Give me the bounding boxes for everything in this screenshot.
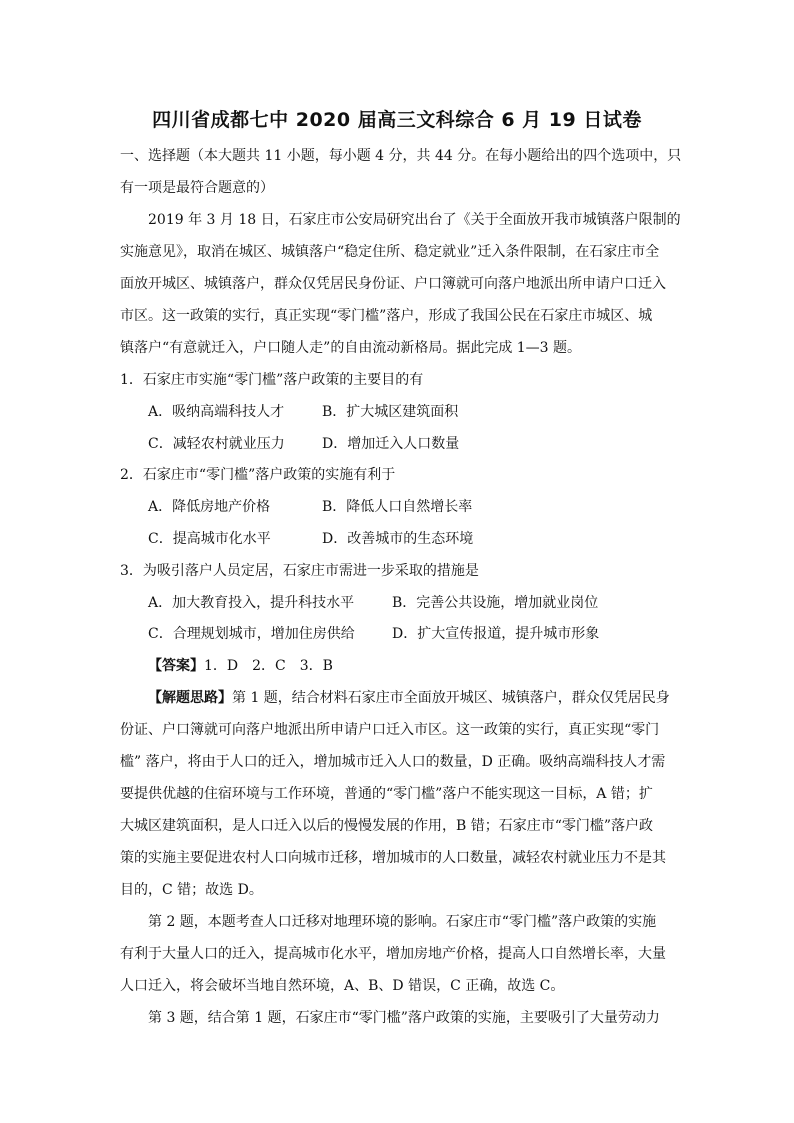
analysis-q2-line-3: 人口迁入，将会破坏当地自然环境，A、B、D 错误，C 正确，故选 C。 (120, 978, 565, 994)
passage-line-4: 市区。这一政策的实行，真正实现“零门槛”落户，形成了我国公民在石家庄市城区、城 (120, 308, 653, 324)
analysis-line-1 (148, 688, 708, 708)
question-2-stem: 2．石家庄市“零门槛”落户政策的实施有利于 (120, 467, 396, 483)
answer-line (148, 656, 708, 676)
analysis-line-7: 目的，C 错；故选 D。 (120, 882, 263, 898)
section-heading-line-1: 一、选择题（本大题共 11 小题，每小题 4 分，共 44 分。在每小题给出的四个选项中，只 (120, 148, 682, 164)
analysis-text-1: 第 1 题，结合材料石家庄市全面放开城区、城镇落户，群众仅凭居民身 (232, 690, 670, 706)
question-1-stem: 1．石家庄市实施“零门槛”落户政策的主要目的有 (120, 372, 424, 388)
analysis-line-6: 策的实施主要促进农村人口向城市迁移，增加城市的人口数量，减轻农村就业压力不是其 (120, 850, 666, 866)
question-3-option-a: A．加大教育投入，提升科技水平 (148, 595, 355, 611)
analysis-line-5: 大城区建筑面积，是人口迁入以后的慢慢发展的作用，B 错；石家庄市“零门槛”落户政 (120, 818, 654, 834)
passage-line-2: 实施意见》，取消在城区、城镇落户“稳定住所、稳定就业”迁入条件限制，在石家庄市全 (120, 244, 660, 260)
question-1-option-a: A．吸纳高端科技人才 (148, 404, 285, 420)
passage-line-1: 2019 年 3 月 18 日，石家庄市公安局研究出台了《关于全面放开我市城镇落户限制的 (148, 212, 681, 228)
question-3-option-b: B．完善公共设施，增加就业岗位 (392, 595, 599, 611)
question-3-stem: 3．为吸引落户人员定居，石家庄市需进一步采取的措施是 (120, 563, 479, 579)
passage-line-3: 面放开城区、城镇落户，群众仅凭居民身份证、户口簿就可向落户地派出所申请户口迁入 (120, 276, 666, 292)
question-2-option-d: D．改善城市的生态环境 (322, 531, 474, 547)
question-2-option-b: B．降低人口自然增长率 (322, 499, 473, 515)
question-3-option-d: D．扩大宣传报道，提升城市形象 (392, 626, 600, 642)
passage-line-5: 镇落户“有意就迁入，户口随人走”的自由流动新格局。据此完成 1—3 题。 (120, 340, 582, 356)
analysis-line-2: 份证、户口簿就可向落户地派出所申请户口迁入市区。这一政策的实行，真正实现“零门 (120, 722, 660, 738)
question-2-option-a: A．降低房地产价格 (148, 499, 271, 515)
section-heading-line-2: 有一项是最符合题意的） (120, 180, 274, 196)
analysis-q2-line-2: 有利于大量人口的迁入，提高城市化水平，增加房地产价格，提高人口自然增长率，大量 (120, 946, 666, 962)
analysis-line-3: 槛” 落户，将由于人口的迁入，增加城市迁入人口的数量，D 正确。吸纳高端科技人才需 (120, 754, 666, 770)
analysis-label: 【解题思路】 (148, 690, 232, 706)
analysis-q3-line-1: 第 3 题，结合第 1 题，石家庄市“零门槛”落户政策的实施，主要吸引了大量劳动力 (148, 1010, 660, 1026)
question-1-option-d: D．增加迁入人口数量 (322, 436, 460, 452)
analysis-q2-line-1: 第 2 题，本题考查人口迁移对地理环境的影响。石家庄市“零门槛”落户政策的实施 (148, 914, 657, 930)
analysis-line-4: 要提供优越的住宿环境与工作环境，普通的“零门槛”落户不能实现这一目标，A 错；扩 (120, 786, 653, 802)
answer-text: 1．D 2．C 3．B (204, 658, 333, 674)
answer-label: 【答案】 (148, 658, 204, 674)
page-title: 四川省成都七中 2020 届高三文科综合 6 月 19 日试卷 (152, 109, 642, 131)
question-3-option-c: C．合理规划城市，增加住房供给 (148, 626, 355, 642)
question-2-option-c: C．提高城市化水平 (148, 531, 271, 547)
question-1-option-b: B．扩大城区建筑面积 (322, 404, 459, 420)
question-1-option-c: C．减轻农村就业压力 (148, 436, 285, 452)
